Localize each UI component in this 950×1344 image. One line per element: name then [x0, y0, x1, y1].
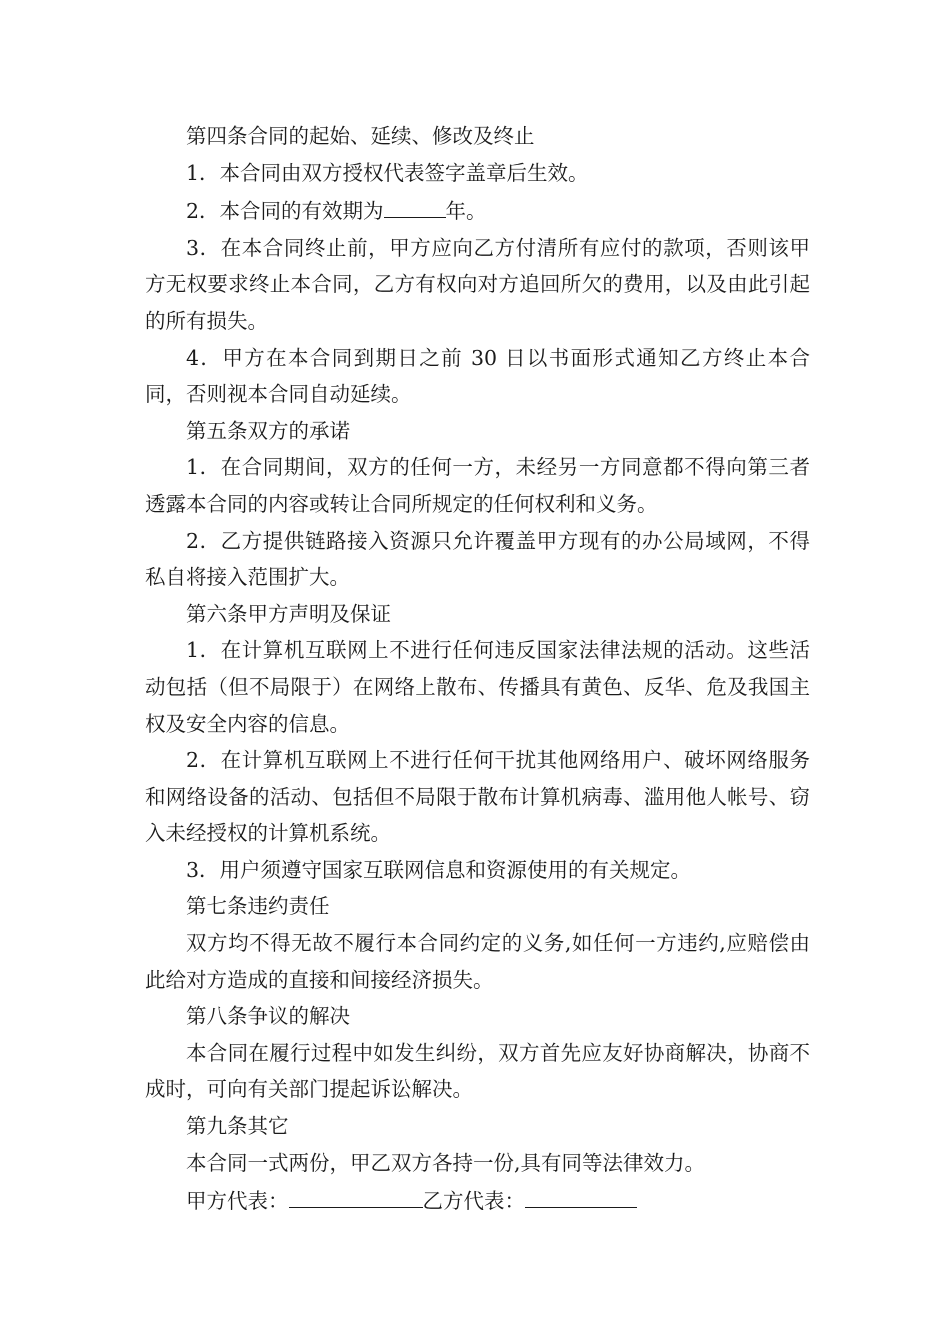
article-5-title: 第五条双方的承诺 [186, 418, 350, 443]
article-4-clause-2-suffix: 年。 [445, 199, 487, 224]
article-7-text: 双方均不得无故不履行本合同约定的义务,如任何一方违约,应赔偿由此给对方造成的直接和间接经济损失。 [145, 931, 810, 992]
article-5-clause-1: 1．在合同期间，双方的任何一方，未经另一方同意都不得向第三者透露本合同的内容或转让合同所规定的任何权利和义务。 [145, 455, 810, 516]
article-6-clause-1: 1．在计算机互联网上不进行任何违反国家法律法规的活动。这些活动包括（但不局限于）在网络上散布、传播具有黄色、反华、危及我国主权及安全内容的信息。 [145, 638, 810, 736]
article-5-clause-2: 2．乙方提供链路接入资源只允许覆盖甲方现有的办公局域网，不得私自将接入范围扩大。 [145, 528, 810, 590]
party-b-rep-label: 乙方代表： [422, 1189, 525, 1214]
signature-line [145, 1181, 810, 1220]
party-a-signature-blank [289, 1181, 423, 1208]
article-9-title: 第九条其它 [186, 1114, 289, 1139]
article-4-clause-3: 3．在本合同终止前，甲方应向乙方付清所有应付的款项，否则该甲方无权要求终止本合同，乙方有权向对方追回所欠的费用，以及由此引起的所有损失。 [145, 235, 810, 333]
article-6-title: 第六条甲方声明及保证 [186, 601, 391, 626]
article-4-clause-1: 1．本合同由双方授权代表签字盖章后生效。 [186, 160, 589, 185]
article-8-text: 本合同在履行过程中如发生纠纷，双方首先应友好协商解决，协商不成时，可向有关部门提起诉讼解决。 [145, 1040, 810, 1102]
article-4-clause-2 [145, 191, 810, 230]
validity-years-blank [384, 191, 446, 218]
article-7-title: 第七条违约责任 [186, 894, 330, 919]
article-4-title: 第四条合同的起始、延续、修改及终止 [186, 124, 535, 148]
article-6-clause-3: 3．用户须遵守国家互联网信息和资源使用的有关规定。 [186, 857, 692, 882]
article-4-clause-2-text: 2．本合同的有效期为 [186, 199, 384, 224]
article-9-text: 本合同一式两份，甲乙双方各持一份,具有同等法律效力。 [186, 1150, 706, 1175]
contract-body [145, 118, 810, 1220]
party-b-signature-blank [525, 1181, 637, 1208]
article-6-clause-2: 2．在计算机互联网上不进行任何干扰其他网络用户、破坏网络服务和网络设备的活动、包括但不局限于散布计算机病毒、滥用他人帐号、窃入未经授权的计算机系统。 [145, 748, 810, 846]
party-a-rep-label: 甲方代表： [186, 1189, 289, 1214]
article-8-title: 第八条争议的解决 [186, 1004, 350, 1029]
article-4-clause-4: 4．甲方在本合同到期日之前 30 日以书面形式通知乙方终止本合同，否则视本合同自动延续。 [145, 345, 810, 407]
